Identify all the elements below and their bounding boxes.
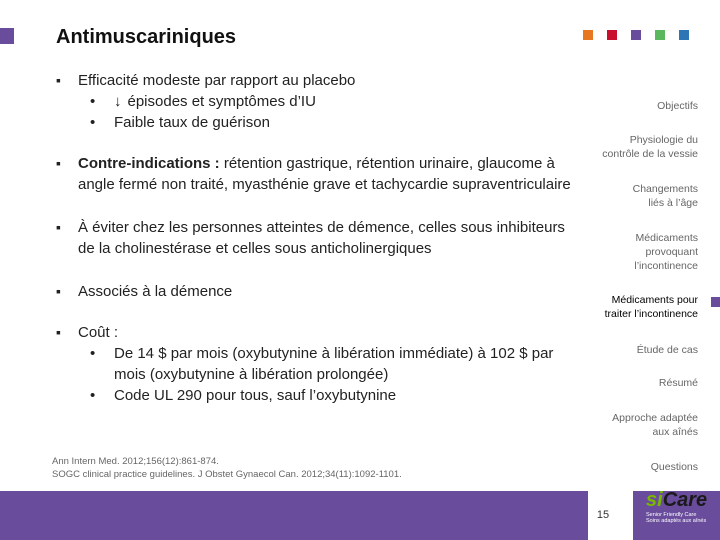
slide-title: Antimuscariniques [56, 26, 237, 48]
sub-bullet-text: De 14 $ par mois (oxybutynine à libération immédiate) à 102 $ par mois (oxybutynine à libération prolongée) [114, 345, 554, 383]
square-orange [583, 30, 593, 40]
logo-wordmark: siCare [646, 489, 708, 511]
bullet-text: Associés à la démence [78, 283, 233, 300]
references [52, 455, 402, 481]
bullet-text: À éviter chez les personnes atteintes de démence, celles sous inhibiteurs de la cholinestérase et celles sous anticholinergiques [78, 219, 565, 257]
sub-bullet-ul-code [56, 385, 576, 406]
bullet-contraindications [56, 153, 576, 195]
reference-2: SOGC clinical practice guidelines. J Obstet Gynaecol Can. 2012;34(11):1092-1101. [52, 469, 402, 480]
bullet-dementia [56, 281, 576, 302]
square-purple [631, 30, 641, 40]
bullet-cost [56, 322, 576, 343]
nav-item-physiologie[interactable]: Physiologie du contrôle de la vessie [602, 134, 698, 160]
logo-tagline-fr: Soins adaptés aux aînés [646, 518, 707, 524]
sub-bullet-text: Code UL 290 pour tous, sauf l’oxybutynine [114, 387, 397, 404]
sub-bullet-episodes [56, 91, 576, 112]
decorative-squares [583, 30, 689, 40]
bullet-text: rétention gastrique, rétention urinaire, glaucome à angle fermé non traité, myasthénie grave et tachycardie supraventriculaire [78, 155, 571, 193]
nav-item-approche[interactable]: Approche adaptée aux aînés [612, 412, 698, 438]
sub-bullet-cure-rate [56, 112, 576, 133]
slide-content [56, 70, 576, 406]
sub-bullet-dot: • [90, 345, 96, 362]
sub-bullet-dot: • [90, 114, 96, 131]
sub-bullet-dot: • [90, 387, 96, 404]
bullet-text: Efficacité modeste par rapport au placebo [78, 72, 356, 89]
nav-item-questions[interactable]: Questions [650, 461, 698, 473]
bullet-text: Coût : [78, 324, 119, 341]
sub-bullet-text: Faible taux de guérison [114, 114, 270, 131]
sub-bullet-dot: • [90, 93, 96, 110]
nav-item-etude-de-cas[interactable]: Étude de cas [636, 344, 698, 356]
reference-1: Ann Intern Med. 2012;156(12):861-874. [52, 456, 219, 467]
nav-item-medicaments-provoquant[interactable]: Médicaments provoquant l’incontinence [634, 232, 698, 272]
bullet-avoid [56, 217, 576, 259]
page-number: 15 [596, 509, 610, 521]
active-nav-marker [711, 297, 720, 307]
nav-item-changements[interactable]: Changements liés à l’âge [632, 183, 698, 209]
sub-bullet-text: épisodes et symptômes d’IU [127, 93, 316, 110]
sicare-logo [646, 489, 706, 524]
square-green [655, 30, 665, 40]
bullet-efficacy [56, 70, 576, 91]
nav-item-objectifs[interactable]: Objectifs [657, 100, 698, 112]
square-blue [679, 30, 689, 40]
sub-bullet-cost-range [56, 343, 576, 385]
square-red [607, 30, 617, 40]
nav-item-medicaments-traiter[interactable]: Médicaments pour traiter l’incontinence [604, 294, 698, 320]
logo-tagline-en: Senior Friendly Care [646, 512, 697, 518]
bullet-strong: Contre-indications : [78, 155, 220, 172]
title-marker [0, 28, 14, 44]
down-arrow-icon: ↓ [114, 93, 122, 110]
nav-item-resume[interactable]: Résumé [658, 377, 698, 389]
